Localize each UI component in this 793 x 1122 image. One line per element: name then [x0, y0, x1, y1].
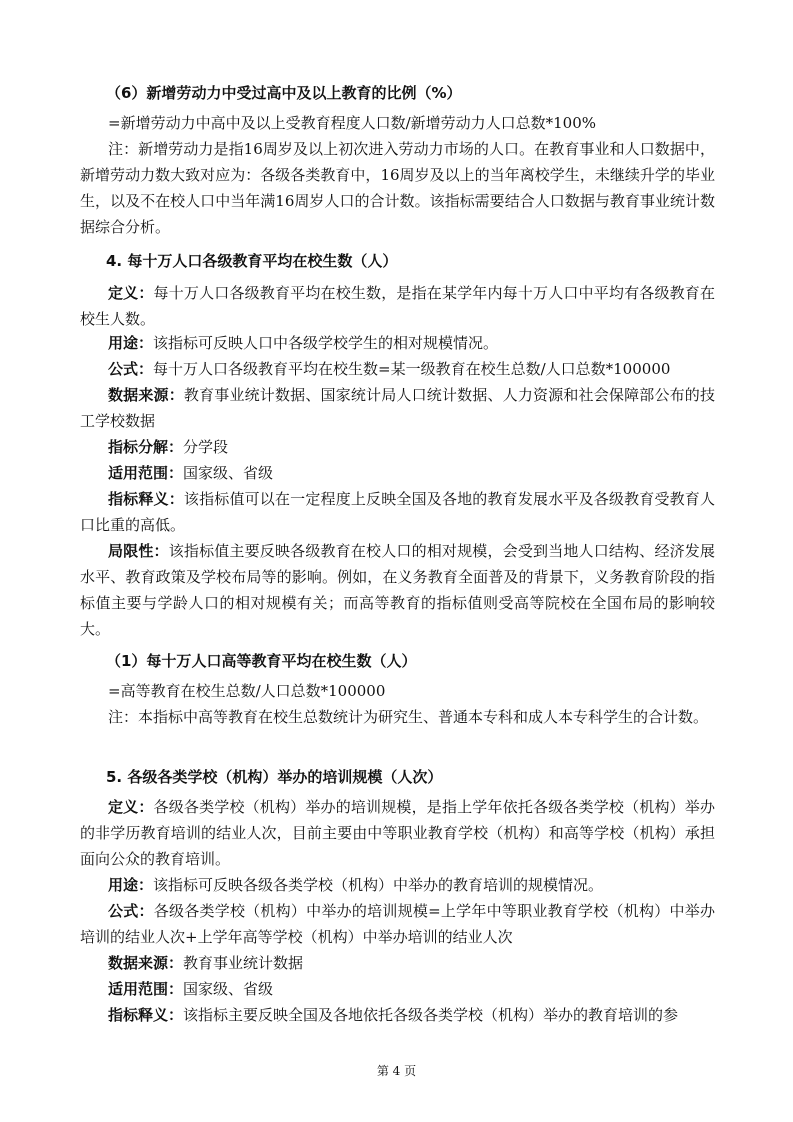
section-4-limitations	[80, 538, 715, 642]
breakdown-label: 指标分解：	[108, 438, 184, 456]
section-5-heading: 5. 各级各类学校（机构）举办的培训规模（人次）	[106, 768, 443, 786]
scope-label: 适用范围：	[108, 464, 184, 482]
section-5-definition	[80, 794, 715, 872]
definition-label: 定义：	[108, 284, 154, 302]
section-4-usage	[80, 330, 715, 356]
definition-text: 各级各类学校（机构）举办的培训规模，是指上学年依托各级各类学校（机构）举办的非学历教育培训的结业人次，目前主要由中等职业教育学校（机构）和高等学校（机构）承担面向公众的教育培训。	[80, 798, 715, 868]
scope-label: 适用范围：	[108, 980, 184, 998]
section-6-note: 注：新增劳动力是指16周岁及以上初次进入劳动力市场的人口。在教育事业和人口数据中，新增劳动力数大致对应为：各级各类教育中，16周岁及以上的当年离校学生，未继续升学的毕业生，以及不在校人口中当年满16周岁人口的合计数。该指标需要结合人口数据与教育事业统计数据综合分析。	[80, 140, 715, 236]
data-source-text: 教育事业统计数据	[183, 954, 304, 972]
data-source-text: 教育事业统计数据、国家统计局人口统计数据、人力资源和社会保障部公布的技工学校数据	[80, 386, 715, 430]
section-5-interpretation	[80, 1002, 715, 1028]
section-4-interpretation	[80, 486, 715, 538]
section-6-formula: =新增劳动力中高中及以上受教育程度人口数/新增劳动力人口总数*100%	[108, 114, 597, 132]
definition-text: 每十万人口各级教育平均在校生数，是指在某学年内每十万人口中平均有各级教育在校生人数。	[80, 284, 715, 328]
definition-label: 定义：	[108, 798, 154, 816]
scope-text: 国家级、省级	[183, 980, 274, 998]
scope-text: 国家级、省级	[183, 464, 274, 482]
formula-text: 各级各类学校（机构）中举办的培训规模=上学年中等职业教育学校（机构）中举办培训的结业人次+上学年高等学校（机构）中举办培训的结业人次	[80, 902, 715, 946]
interpretation-label: 指标释义：	[108, 490, 184, 508]
section-4-breakdown	[80, 434, 715, 460]
data-source-label: 数据来源：	[108, 386, 184, 404]
breakdown-text: 分学段	[183, 438, 229, 456]
section-4-data-source	[80, 382, 715, 434]
usage-label: 用途：	[108, 334, 154, 352]
interpretation-text: 该指标值可以在一定程度上反映全国及各地的教育发展水平及各级教育受教育人口比重的高低。	[80, 490, 715, 534]
section-4-formula	[80, 356, 715, 382]
section-4-1-formula: =高等教育在校生总数/人口总数*100000	[108, 682, 386, 700]
section-4-scope	[80, 460, 715, 486]
data-source-label: 数据来源：	[108, 954, 184, 972]
usage-text: 该指标可反映人口中各级学校学生的相对规模情况。	[153, 334, 499, 352]
interpretation-label: 指标释义：	[108, 1006, 184, 1024]
limitations-text: 该指标值主要反映各级教育在校人口的相对规模，会受到当地人口结构、经济发展水平、教育政策及学校布局等的影响。例如，在义务教育全面普及的背景下，义务教育阶段的指标值主要与学龄人口的相对规模有关；而高等教育的指标值则受高等院校在全国布局的影响较大。	[80, 542, 715, 638]
section-5-usage	[80, 872, 715, 898]
section-4-1-heading: （1）每十万人口高等教育平均在校生数（人）	[106, 652, 417, 670]
formula-text: 每十万人口各级教育平均在校生数=某一级教育在校生总数/人口总数*100000	[153, 360, 671, 378]
usage-text: 该指标可反映各级各类学校（机构）中举办的教育培训的规模情况。	[153, 876, 604, 894]
section-5-data-source	[80, 950, 715, 976]
section-5-formula	[80, 898, 715, 950]
formula-label: 公式：	[108, 360, 154, 378]
interpretation-text: 该指标主要反映全国及各地依托各级各类学校（机构）举办的教育培训的参	[183, 1006, 679, 1024]
section-6-heading: （6）新增劳动力中受过高中及以上教育的比例（%）	[106, 84, 462, 102]
limitations-label: 局限性：	[108, 542, 169, 560]
section-4-heading: 4. 每十万人口各级教育平均在校生数（人）	[106, 252, 398, 270]
usage-label: 用途：	[108, 876, 154, 894]
section-4-definition	[80, 280, 715, 332]
formula-label: 公式：	[108, 902, 154, 920]
page-number: 第 4 页	[376, 1064, 417, 1078]
section-5-scope	[80, 976, 715, 1002]
section-4-1-note: 注：本指标中高等教育在校生总数统计为研究生、普通本专科和成人本专科学生的合计数。	[108, 708, 709, 726]
